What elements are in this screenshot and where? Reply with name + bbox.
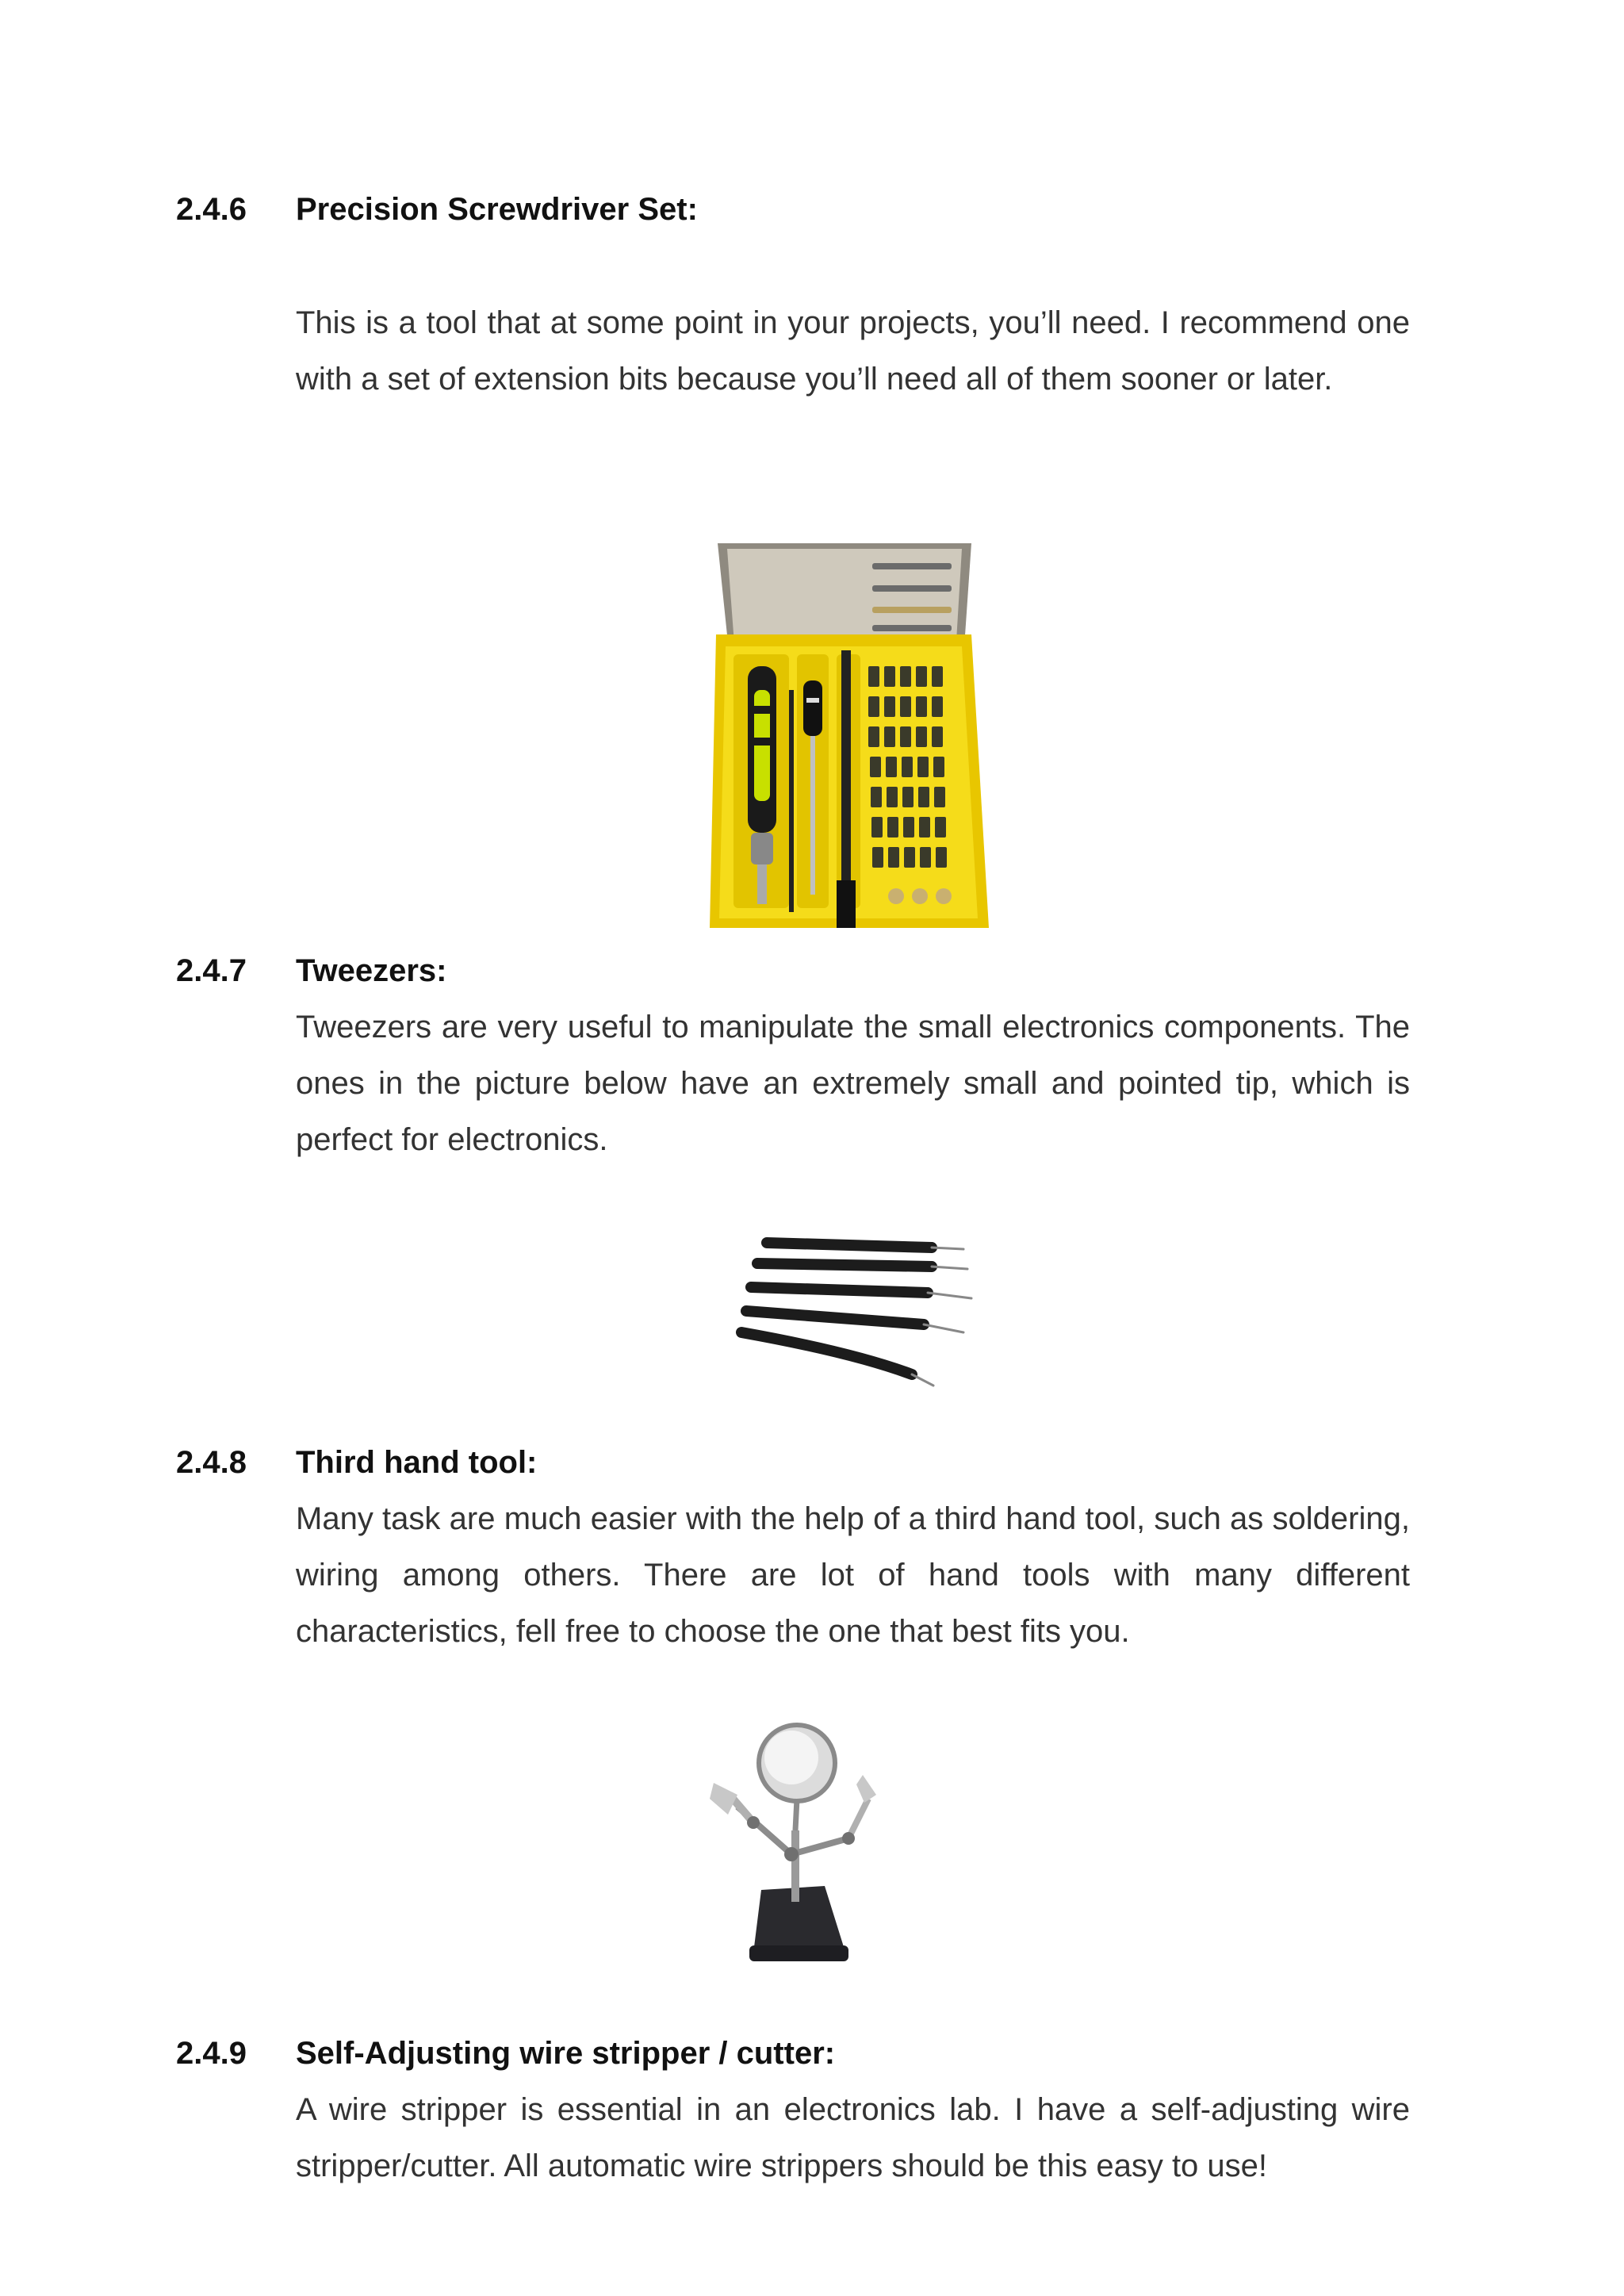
section-title: Self-Adjusting wire stripper / cutter:	[296, 2036, 836, 2071]
section-title: Third hand tool:	[296, 1445, 538, 1480]
section-number: 2.4.6	[176, 192, 247, 227]
section-title: Precision Screwdriver Set:	[296, 192, 698, 227]
section-heading-2-4-8	[176, 1443, 537, 1481]
third-hand-tool-photo	[706, 1719, 888, 1965]
tweezers-photo	[733, 1233, 975, 1388]
section-heading-2-4-7	[176, 952, 446, 990]
section-body-2-4-7: Tweezers are very useful to manipulate the small electronics components. The ones in the picture below have an extremely small and pointed tip, which is perfect for electronics.	[296, 1010, 1410, 1157]
screwdriver-set-photo	[710, 539, 991, 932]
section-body-2-4-9: A wire stripper is essential in an electronics lab. I have a self-adjusting wire stripper/cutter. All automatic wire strippers should be this easy to use!	[296, 2092, 1410, 2183]
section-title: Tweezers:	[296, 953, 447, 988]
section-number: 2.4.9	[176, 2036, 247, 2071]
section-number: 2.4.8	[176, 1445, 247, 1480]
section-number: 2.4.7	[176, 953, 247, 988]
section-heading-2-4-6	[176, 190, 698, 228]
section-heading-2-4-9	[176, 2034, 835, 2072]
section-body-2-4-6: This is a tool that at some point in your projects, you’ll need. I recommend one with a set of extension bits because you’ll need all of them sooner or later.	[296, 305, 1410, 397]
section-body-2-4-8: Many task are much easier with the help of a third hand tool, such as soldering, wiring among others. There are lot of hand tools with many different characteristics, fell free to choose the one that best fits you.	[296, 1501, 1410, 1649]
